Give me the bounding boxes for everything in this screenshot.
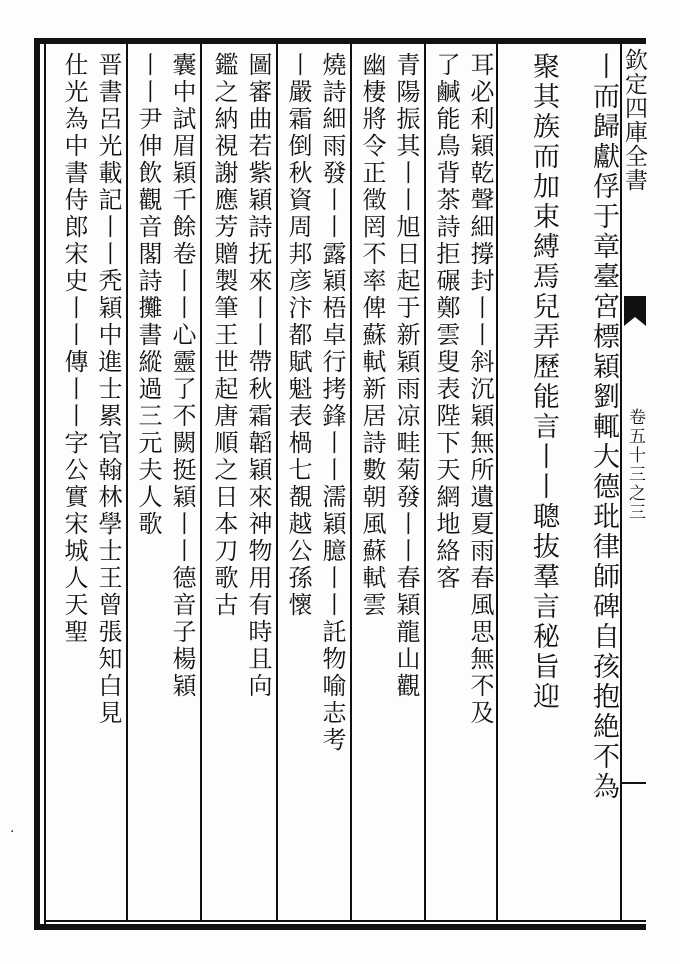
text-line-2a xyxy=(462,52,496,912)
frame-bottom-border xyxy=(34,924,646,930)
margin-divider xyxy=(622,782,646,784)
column-rule xyxy=(200,44,202,920)
text-line-4b xyxy=(280,52,314,912)
text-line-2b xyxy=(428,52,462,912)
text-line-6a xyxy=(164,52,198,912)
chapter-label: 卷五十三之三 xyxy=(625,408,645,522)
line-text: 囊中試眉穎千餘卷丨丨心靈了不闕挺穎丨丨德音子楊穎 xyxy=(168,52,196,700)
text-line-1a xyxy=(560,52,620,912)
text-line-3b xyxy=(354,52,388,912)
frame-left-border xyxy=(34,38,40,930)
line-text: 鑑之納視謝應芳贈製筆王世起唐順之日本刀歌古 xyxy=(210,52,238,619)
text-line-5a xyxy=(240,52,274,912)
column-rule xyxy=(496,44,498,920)
text-line-7b xyxy=(56,52,90,912)
text-line-5b xyxy=(206,52,240,912)
line-text: 晋書呂光載記丨丨秃穎中進士累官翰林學士王曾張知白見 xyxy=(94,52,122,727)
frame-left-inner-border xyxy=(44,44,46,924)
text-line-1b xyxy=(500,52,560,912)
text-line-3a xyxy=(388,52,422,912)
column-rule xyxy=(424,44,426,920)
column-rule xyxy=(276,44,278,920)
margin-dot: · xyxy=(10,824,15,840)
frame-bottom-inner-border xyxy=(44,920,646,922)
line-text: 圖審曲若紫穎詩抚來丨丨帶秋霜韜穎來神物用有時且向 xyxy=(244,52,272,700)
line-text: 丨嚴霜倒秋資周邦彦汴都賦魁表楇七覩越公孫懷 xyxy=(284,52,312,619)
line-text: 聚其族而加束縛焉兒弄歷能言丨丨聰抜羣言秘旨迎 xyxy=(528,52,559,712)
line-text: 青陽振其丨丨旭日起于新穎雨凉畦菊發丨丨春穎龍山觀 xyxy=(392,52,420,700)
line-text: 耳必利穎乾聲細撐封丨丨斜沉穎無所遺夏雨春風思無不及 xyxy=(466,52,494,727)
fish-tail-mark xyxy=(624,296,646,326)
line-text: 燒詩細雨發丨丨露穎梧卓行拷鋒丨丨濡穎臆丨丨託物喻志考 xyxy=(318,52,346,754)
text-line-7a xyxy=(90,52,124,912)
column-rule xyxy=(350,44,352,920)
line-text: 丨而歸獻俘于章臺宮標穎劉輒大德玭律師碑自孩抱絶不為 xyxy=(588,52,619,802)
book-title: 欽定四庫全書 xyxy=(621,48,647,192)
text-line-4a xyxy=(314,52,348,912)
line-text: 丨丨尹伸飲觀音閣詩攤書縱過三元夫人歌 xyxy=(134,52,162,538)
column-rule xyxy=(126,44,128,920)
line-text: 了鹹能鳥背茶詩拒碾鄭雲叟表陛下天網地絡客 xyxy=(432,52,460,592)
line-text: 仕光為中書侍郎宋史丨丨傳丨丨字公實宋城人天聖 xyxy=(60,52,88,646)
text-line-6b xyxy=(130,52,164,912)
line-text: 幽棲將令正徵罔不率俾蘇軾新居詩數朝風蘇軾雲 xyxy=(358,52,386,619)
